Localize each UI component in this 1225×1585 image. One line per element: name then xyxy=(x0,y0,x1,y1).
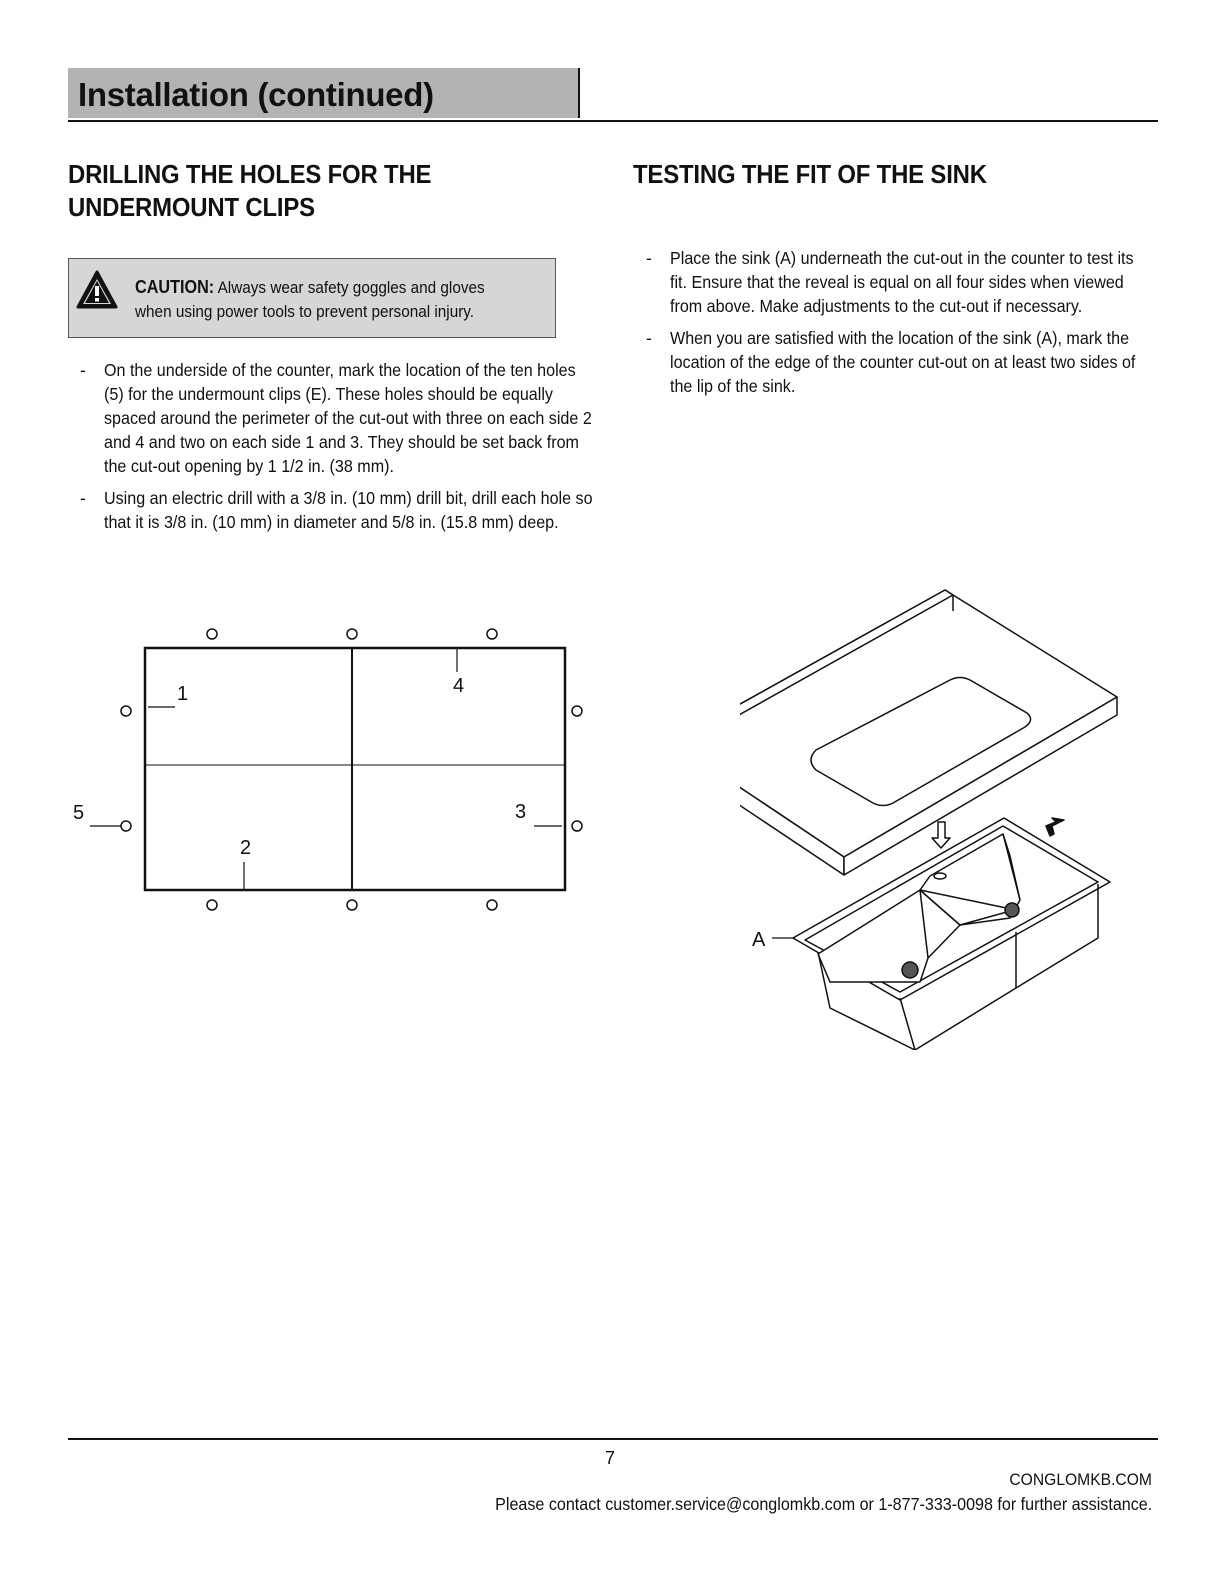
hole-marker xyxy=(121,706,131,716)
label-5: 5 xyxy=(73,802,85,824)
drilling-steps xyxy=(80,358,600,542)
caution-box xyxy=(68,258,556,338)
step-text: On the underside of the counter, mark the location of the ten holes (5) for the undermount clips (E). These holes should be equally spaced around the perimeter of the cut-out with three on each side 2 and 4 and two on each side 1 and 3. They should be set back from the cut-out opening by 1 1/2 in. (38 mm). xyxy=(104,360,592,476)
label-a: A xyxy=(752,929,766,951)
warning-triangle-icon xyxy=(75,269,119,311)
list-item: - Place the sink (A) underneath the cut-out in the counter to test its fit. Ensure that the reveal is equal on all four sides when viewed from above. Make adjustments to the cut-out if necessary. xyxy=(646,246,1146,318)
label-2: 2 xyxy=(240,837,252,859)
left-drain xyxy=(902,962,918,978)
step-text: When you are satisfied with the location of the sink (A), mark the location of the edge of the counter cut-out on at least two sides of the lip of the sink. xyxy=(670,328,1136,396)
hole-marker xyxy=(121,821,131,831)
hole-marker xyxy=(347,629,357,639)
caution-label: CAUTION: xyxy=(135,277,215,297)
hole-marker xyxy=(207,629,217,639)
testing-steps xyxy=(646,246,1146,406)
cutout-hole-diagram xyxy=(60,610,600,920)
hole-marker xyxy=(207,900,217,910)
hole-marker xyxy=(572,706,582,716)
cutout-outline xyxy=(145,648,565,890)
step-text: Place the sink (A) underneath the cut-out in the counter to test its fit. Ensure that the reveal is equal on all four sides when viewed from above. Make adjustments to the cut-out if necessary. xyxy=(670,248,1134,316)
hole-marker xyxy=(487,629,497,639)
caution-text xyxy=(135,275,504,324)
section-title-line1: DRILLING THE HOLES FOR THE xyxy=(68,159,432,189)
page-title: Installation (continued) xyxy=(78,76,434,113)
list-item: - When you are satisfied with the location of the sink (A), mark the location of the edge of the counter cut-out on at least two sides of the lip of the sink. xyxy=(646,326,1146,398)
sink-fit-diagram xyxy=(740,580,1120,1050)
list-item: - Using an electric drill with a 3/8 in. (10 mm) drill bit, drill each hole so that it is 3/8 in. (10 mm) in diameter and 5/8 in. (15.8 mm) deep. xyxy=(80,486,600,534)
section-title-testing: TESTING THE FIT OF THE SINK xyxy=(633,159,987,189)
label-1: 1 xyxy=(177,683,189,705)
step-text: Using an electric drill with a 3/8 in. (10 mm) drill bit, drill each hole so that it is 3/8 in. (10 mm) in diameter and 5/8 in. (15.8 mm) deep. xyxy=(104,488,593,532)
header-box xyxy=(68,68,580,118)
right-drain xyxy=(1005,903,1019,917)
up-arrow-icon xyxy=(932,822,950,848)
footer-site: CONGLOMKB.COM xyxy=(1009,1470,1152,1489)
hole-marker xyxy=(487,900,497,910)
caution-message: Always wear safety goggles and gloves when using power tools to prevent personal injury. xyxy=(135,278,485,321)
pointer-arrow-icon xyxy=(1046,818,1064,836)
footer-rule xyxy=(68,1438,1158,1440)
page-header xyxy=(68,68,1158,122)
label-4: 4 xyxy=(453,675,465,697)
hole-marker xyxy=(347,900,357,910)
label-3: 3 xyxy=(515,801,527,823)
section-title-line2: UNDERMOUNT CLIPS xyxy=(68,192,315,222)
section-title-drilling xyxy=(68,158,431,224)
hole-marker xyxy=(572,821,582,831)
footer-contact: Please contact customer.service@conglomkb.com or 1-877-333-0098 for further assistance. xyxy=(494,1494,1152,1514)
page-number: 7 xyxy=(604,1448,615,1468)
list-item: - On the underside of the counter, mark the location of the ten holes (5) for the undermount clips (E). These holes should be equally spaced around the perimeter of the cut-out with three on each side 2 and 4 and two on each side 1 and 3. They should be set back from the cut-out opening by 1 1/2 in. (38 mm). xyxy=(80,358,600,478)
